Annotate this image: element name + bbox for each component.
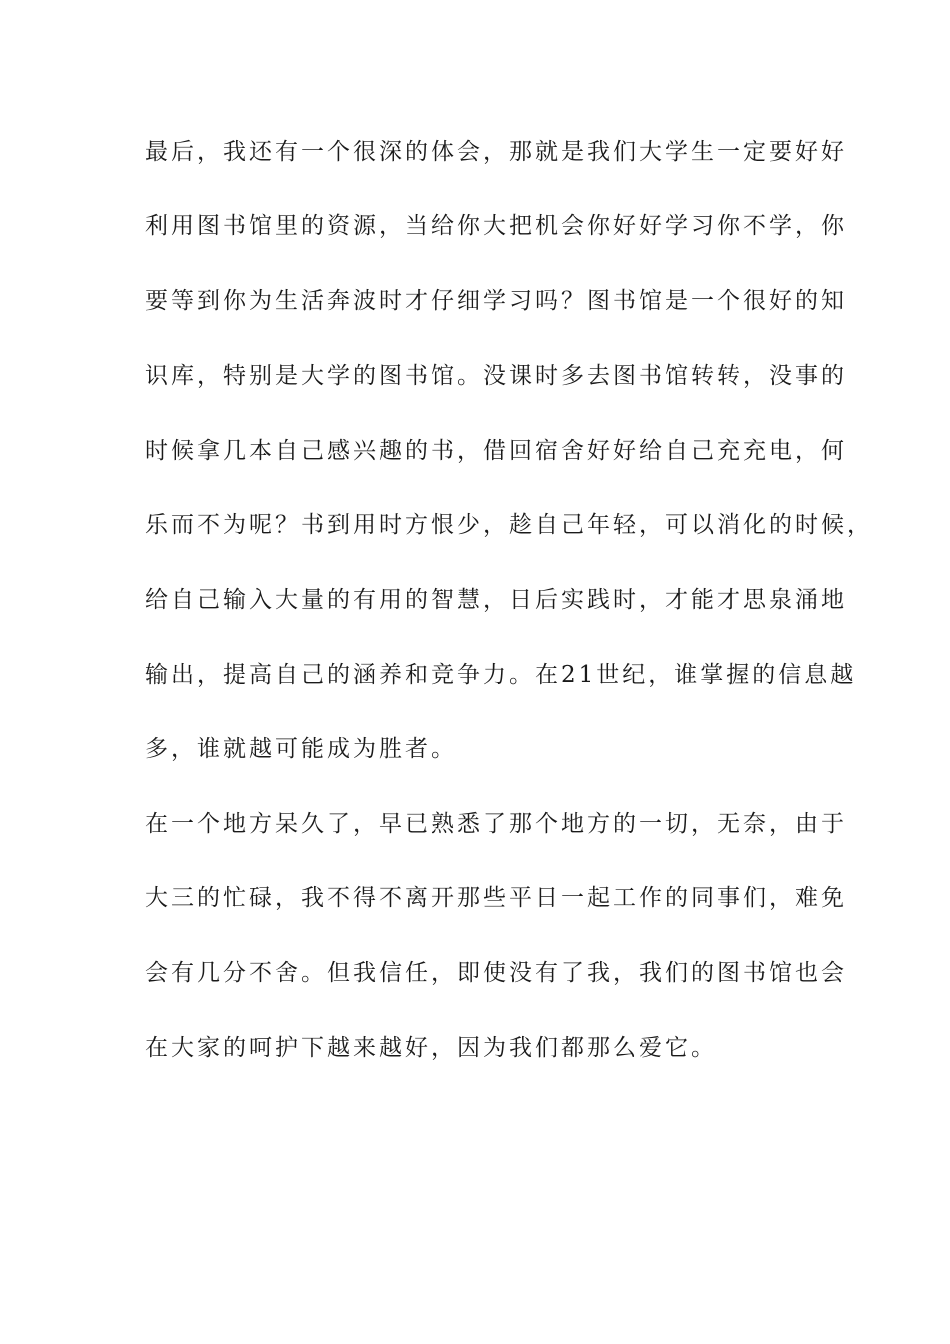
paragraph-1-line-8: 输出，提高自己的涵养和竞争力。在21世纪，谁掌握的信息越 [145, 662, 857, 688]
paragraph-2-line-3: 会有几分不舍。但我信任，即使没有了我，我们的图书馆也会 [145, 960, 847, 986]
paragraph-1-line-7: 给自己输入大量的有用的智慧，日后实践时，才能才思泉涌地 [145, 587, 847, 613]
paragraph-1-line-5: 时候拿几本自己感兴趣的书，借回宿舍好好给自己充充电，何 [145, 438, 847, 464]
paragraph-1-line-3: 要等到你为生活奔波时才仔细学习吗？图书馆是一个很好的知 [145, 288, 847, 314]
paragraph-1-line-4: 识库，特别是大学的图书馆。没课时多去图书馆转转，没事的 [145, 363, 847, 389]
paragraph-2-line-4: 在大家的呵护下越来越好，因为我们都那么爱它。 [145, 1035, 717, 1061]
paragraph-1-line-9: 多，谁就越可能成为胜者。 [145, 736, 457, 762]
paragraph-2-line-1: 在一个地方呆久了，早已熟悉了那个地方的一切，无奈，由于 [145, 811, 847, 837]
paragraph-1-line-1: 最后，我还有一个很深的体会，那就是我们大学生一定要好好 [145, 139, 847, 165]
paragraph-2-line-2: 大三的忙碌，我不得不离开那些平日一起工作的同事们，难免 [145, 885, 847, 911]
paragraph-1-line-6: 乐而不为呢？书到用时方恨少，趁自己年轻，可以消化的时候， [145, 512, 873, 538]
paragraph-1-line-2: 利用图书馆里的资源，当给你大把机会你好好学习你不学，你 [145, 213, 847, 239]
